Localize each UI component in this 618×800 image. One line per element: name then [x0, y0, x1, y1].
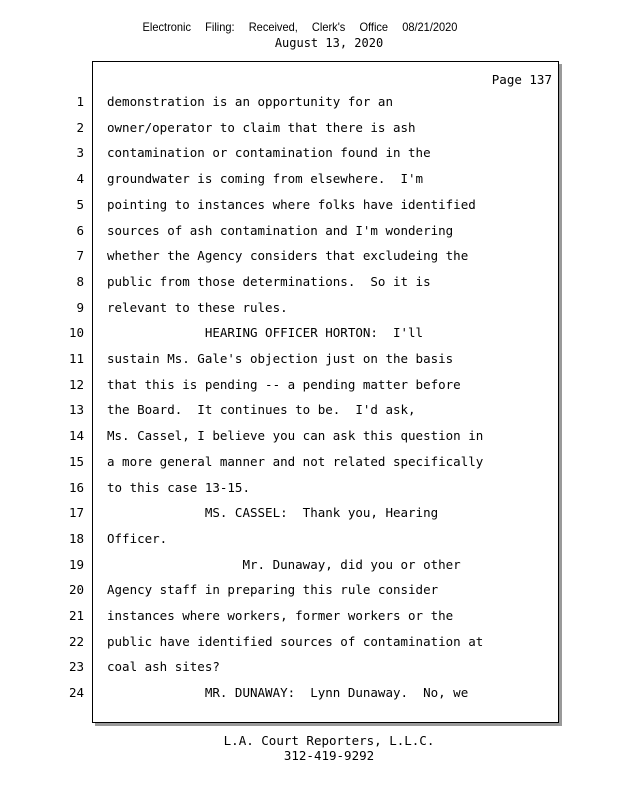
- line-number: 23: [68, 659, 84, 674]
- line-number: 2: [76, 120, 84, 135]
- filing-word: Electronic: [142, 20, 192, 34]
- line-number: 16: [68, 480, 84, 495]
- line-number: 4: [76, 171, 84, 186]
- line-number: 8: [76, 274, 84, 289]
- line-number: 11: [68, 351, 84, 366]
- transcript-line: Officer.: [107, 531, 168, 546]
- filing-word: Received,: [248, 20, 298, 34]
- line-number: 14: [68, 428, 84, 443]
- transcript-line: Mr. Dunaway, did you or other: [107, 557, 461, 572]
- transcript-line: HEARING OFFICER HORTON: I'll: [107, 325, 424, 340]
- hearing-date: August 13, 2020: [274, 36, 384, 50]
- line-number: 18: [68, 531, 84, 546]
- transcript-line: sources of ash contamination and I'm wondering: [107, 223, 454, 238]
- transcript-line: coal ash sites?: [107, 659, 220, 674]
- filing-word: Clerk's: [311, 20, 346, 34]
- line-number: 24: [68, 685, 84, 700]
- transcript-line: contamination or contamination found in the: [107, 145, 431, 160]
- filing-stamp: [24, 20, 576, 34]
- transcript-line: relevant to these rules.: [107, 300, 288, 315]
- transcript-line: owner/operator to claim that there is ash: [107, 120, 416, 135]
- transcript-line: demonstration is an opportunity for an: [107, 94, 393, 109]
- transcript-line: that this is pending -- a pending matter before: [107, 377, 461, 392]
- footer-phone: 312-419-9292: [283, 748, 375, 763]
- line-number: 9: [76, 300, 84, 315]
- filing-date: 08/21/2020: [402, 20, 458, 34]
- line-number: 12: [68, 377, 84, 392]
- line-number: 21: [68, 608, 84, 623]
- transcript-line: whether the Agency considers that excludeing the: [107, 248, 469, 263]
- transcript-line: pointing to instances where folks have identified: [107, 197, 476, 212]
- line-number: 17: [68, 505, 84, 520]
- transcript-line: Ms. Cassel, I believe you can ask this question in: [107, 428, 484, 443]
- transcript-line: the Board. It continues to be. I'd ask,: [107, 402, 416, 417]
- filing-word: Office: [359, 20, 389, 34]
- transcript-line: sustain Ms. Gale's objection just on the basis: [107, 351, 454, 366]
- line-number: 10: [68, 325, 84, 340]
- line-number: 6: [76, 223, 84, 238]
- line-number: 7: [76, 248, 84, 263]
- line-number: 5: [76, 197, 84, 212]
- transcript-line: to this case 13-15.: [107, 480, 250, 495]
- transcript-line: groundwater is coming from elsewhere. I'm: [107, 171, 424, 186]
- transcript-line: a more general manner and not related specifically: [107, 454, 484, 469]
- line-number: 22: [68, 634, 84, 649]
- line-number: 13: [68, 402, 84, 417]
- filing-word: Filing:: [205, 20, 235, 34]
- footer-company: L.A. Court Reporters, L.L.C.: [223, 733, 435, 748]
- line-number: 3: [76, 145, 84, 160]
- transcript-line: MR. DUNAWAY: Lynn Dunaway. No, we: [107, 685, 469, 700]
- line-number: 15: [68, 454, 84, 469]
- transcript-line: public from those determinations. So it is: [107, 274, 431, 289]
- transcript-line: instances where workers, former workers or the: [107, 608, 454, 623]
- transcript-line: public have identified sources of contamination at: [107, 634, 484, 649]
- line-number: 1: [76, 94, 84, 109]
- transcript-line: Agency staff in preparing this rule consider: [107, 582, 439, 597]
- line-number: 20: [68, 582, 84, 597]
- page-number: Page 137: [491, 72, 552, 87]
- line-number: 19: [68, 557, 84, 572]
- transcript-line: MS. CASSEL: Thank you, Hearing: [107, 505, 439, 520]
